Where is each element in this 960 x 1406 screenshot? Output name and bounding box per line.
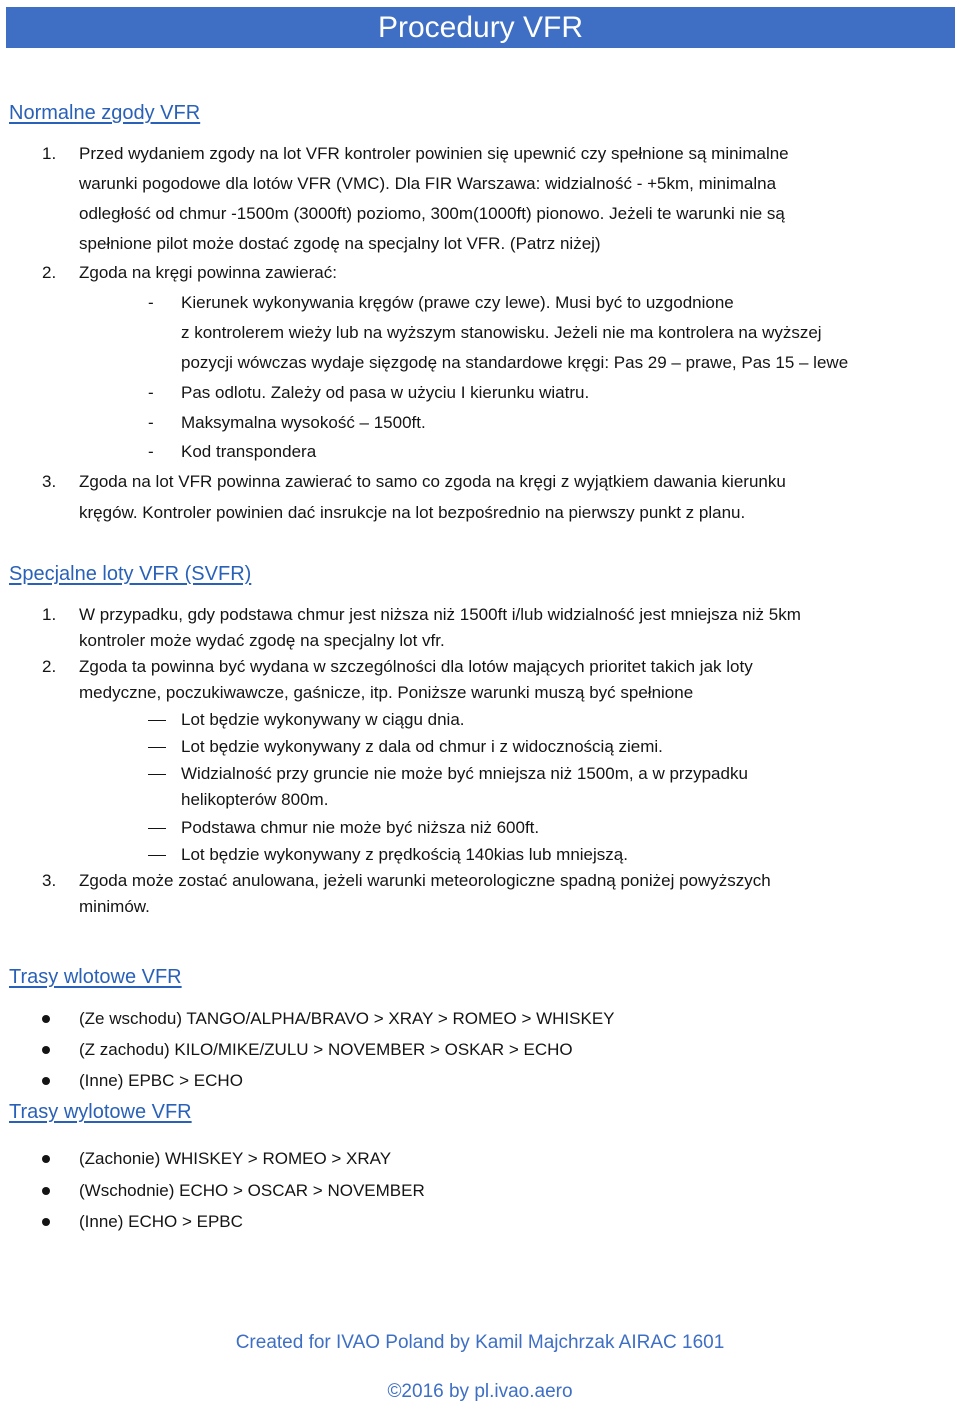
dash-marker: - (148, 383, 154, 402)
bullet-icon (42, 1015, 50, 1023)
section-heading-wylotowe: Trasy wylotowe VFR (9, 1101, 192, 1123)
dash-marker: - (148, 293, 154, 312)
sub-item-line: Widzialność przy gruncie nie może być mniejsza niż 1500m, a w przypadku (181, 764, 748, 783)
list-item-line: Zgoda może zostać anulowana, jeżeli warunki meteorologiczne spadną poniżej powyższych (79, 871, 771, 890)
sub-item-line: Kierunek wykonywania kręgów (prawe czy lewe). Musi być to uzgodnione (181, 293, 734, 312)
bullet-icon (42, 1187, 50, 1195)
list-number: 3. (42, 472, 57, 491)
list-item-line: medyczne, poczukiwawcze, gaśnicze, itp. Poniższe warunki muszą być spełnione (79, 683, 694, 702)
list-number: 2. (42, 657, 57, 676)
section-heading-wlotowe: Trasy wlotowe VFR (9, 966, 182, 988)
route-item: (Inne) ECHO > EPBC (79, 1212, 243, 1231)
footer-credit: Created for IVAO Poland by Kamil Majchrzak AIRAC 1601 (235, 1332, 725, 1353)
list-item-line: Zgoda na lot VFR powinna zawierać to samo co zgoda na kręgi z wyjątkiem dawania kierunku (79, 472, 786, 491)
list-item-line: kręgów. Kontroler powinien dać insrukcje na lot bezpośrednio na pierwszy punkt z planu. (79, 503, 746, 522)
list-item-line: Zgoda ta powinna być wydana w szczególności dla lotów mających prioritet takich jak loty (79, 657, 753, 676)
route-item: (Z zachodu) KILO/MIKE/ZULU > NOVEMBER > OSKAR > ECHO (79, 1040, 573, 1059)
dash-marker: - (148, 413, 154, 432)
list-number: 3. (42, 871, 57, 890)
list-item-line: spełnione pilot może dostać zgodę na specjalny lot VFR. (Patrz niżej) (79, 234, 601, 253)
bullet-icon (42, 1155, 50, 1163)
list-item-line: warunki pogodowe dla lotów VFR (VMC). Dla FIR Warszawa: widzialność - +5km, minimalna (79, 174, 777, 193)
sub-item-line: Podstawa chmur nie może być niższa niż 600ft. (181, 818, 540, 837)
list-number: 1. (42, 605, 57, 624)
sub-item-line: pozycji wówczas wydaje sięzgodę na standardowe kręgi: Pas 29 – prawe, Pas 15 – lewe (181, 353, 849, 372)
list-item-line: kontroler może wydać zgodę na specjalny lot vfr. (79, 631, 445, 650)
sub-item-line: Lot będzie wykonywany w ciągu dnia. (181, 710, 465, 729)
list-item-line: Zgoda na kręgi powinna zawierać: (79, 263, 337, 282)
bullet-icon (42, 1046, 50, 1054)
list-number: 2. (42, 263, 57, 282)
footer-copyright: ©2016 by pl.ivao.aero (387, 1381, 573, 1402)
list-item-line: Przed wydaniem zgody na lot VFR kontroler powinien się upewnić czy spełnione są minimalne (79, 144, 789, 163)
dash-marker (148, 720, 166, 721)
dash-marker (148, 747, 166, 748)
sub-item-line: Lot będzie wykonywany z dala od chmur i z widocznością ziemi. (181, 737, 663, 756)
dash-marker (148, 774, 166, 775)
route-item: (Zachonie) WHISKEY > ROMEO > XRAY (79, 1149, 392, 1168)
route-item: (Ze wschodu) TANGO/ALPHA/BRAVO > XRAY > ROMEO > WHISKEY (79, 1009, 615, 1028)
sub-item-line: Lot będzie wykonywany z prędkością 140kias lub mniejszą. (181, 845, 628, 864)
sub-item-line: Pas odlotu. Zależy od pasa w użyciu I kierunku wiatru. (181, 383, 590, 402)
bullet-icon (42, 1218, 50, 1226)
dash-marker (148, 828, 166, 829)
route-item: (Wschodnie) ECHO > OSCAR > NOVEMBER (79, 1181, 425, 1200)
list-item-line: odległość od chmur -1500m (3000ft) poziomo, 300m(1000ft) pionowo. Jeżeli te warunki nie są (79, 204, 785, 223)
section-heading-specjalne: Specjalne loty VFR (SVFR) (9, 563, 252, 585)
dash-marker: - (148, 442, 154, 461)
bullet-icon (42, 1077, 50, 1085)
page-title: Procedury VFR (6, 7, 955, 48)
list-item-line: W przypadku, gdy podstawa chmur jest niższa niż 1500ft i/lub widzialność jest mniejsza niż 5km (79, 605, 801, 624)
dash-marker (148, 855, 166, 856)
route-item: (Inne) EPBC > ECHO (79, 1071, 243, 1090)
sub-item-line: z kontrolerem wieży lub na wyższym stanowisku. Jeżeli nie ma kontrolera na wyższej (181, 323, 822, 342)
sub-item-line: helikopterów 800m. (181, 790, 329, 809)
list-number: 1. (42, 144, 57, 163)
sub-item-line: Maksymalna wysokość – 1500ft. (181, 413, 426, 432)
section-heading-normalne: Normalne zgody VFR (9, 102, 201, 124)
list-item-line: minimów. (79, 897, 150, 916)
sub-item-line: Kod transpondera (181, 442, 317, 461)
